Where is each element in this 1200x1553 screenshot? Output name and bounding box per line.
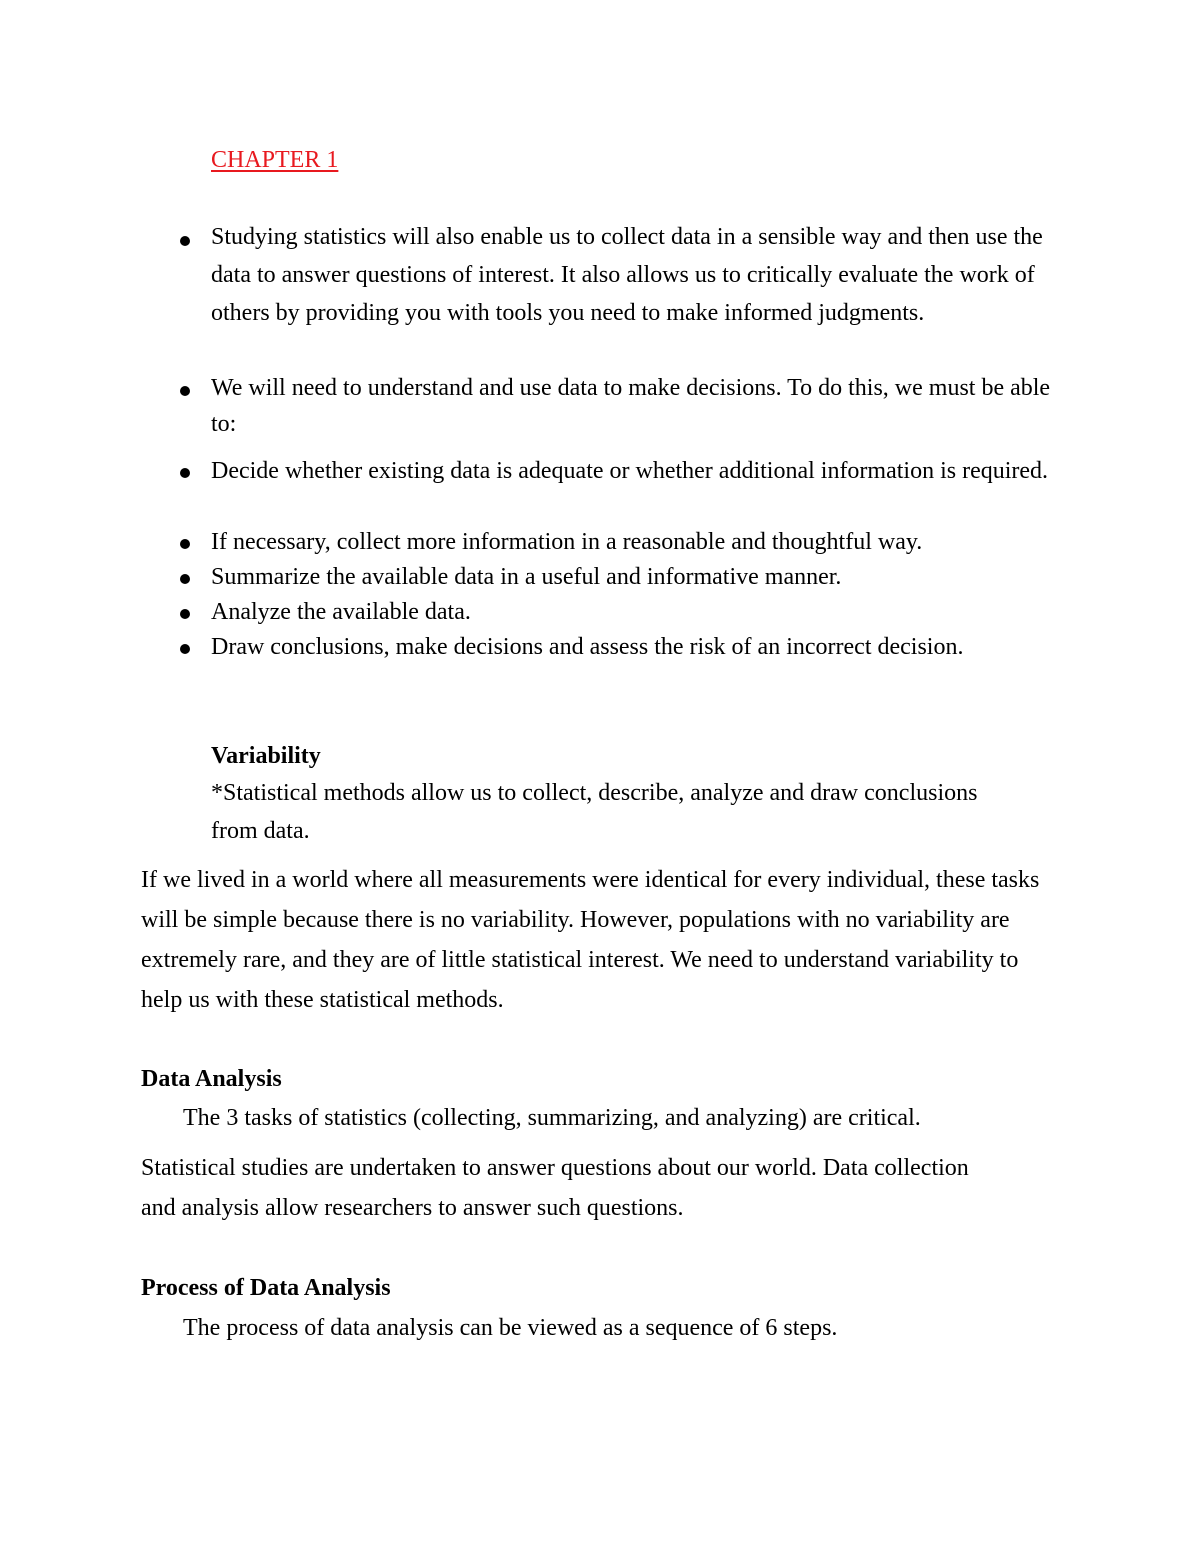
bullet-text: If necessary, collect more information in a reasonable and thoughtful way. — [211, 529, 923, 555]
bullet-icon — [180, 236, 190, 246]
data-analysis-intro: The 3 tasks of statistics (collecting, summarizing, and analyzing) are critical. — [183, 1105, 921, 1131]
bullet-icon — [180, 574, 190, 584]
bullet-icon — [180, 386, 190, 396]
chapter-title: CHAPTER 1 — [211, 147, 339, 173]
variability-paragraph: If we lived in a world where all measurements were identical for every individual, these tasks will be simple because there is no variability. However, populations with no variability are extremely rare, and they are of little statistical interest. We need to understand variability to help us with these statistical methods. — [141, 867, 1040, 1013]
bullet-icon — [180, 468, 190, 478]
bullet-icon — [180, 609, 190, 619]
bullet-text: Decide whether existing data is adequate or whether additional information is required. — [211, 458, 1049, 484]
bullet-text: We will need to understand and use data to make decisions. To do this, we must be able to: — [211, 375, 1051, 437]
bullet-text: Studying statistics will also enable us to collect data in a sensible way and then use the data to answer questions of interest. It also allows us to critically evaluate the work of others by providing you with tools you need to make informed judgments. — [211, 224, 1043, 326]
bullet-text: Draw conclusions, make decisions and assess the risk of an incorrect decision. — [211, 634, 964, 660]
bullet-icon — [180, 539, 190, 549]
process-heading: Process of Data Analysis — [141, 1275, 391, 1301]
bullet-text: Summarize the available data in a useful and informative manner. — [211, 564, 842, 590]
variability-note: *Statistical methods allow us to collect, describe, analyze and draw conclusions from data. — [211, 780, 978, 844]
variability-heading: Variability — [211, 743, 321, 769]
process-intro: The process of data analysis can be viewed as a sequence of 6 steps. — [183, 1315, 838, 1341]
bullet-icon — [180, 644, 190, 654]
bullet-text: Analyze the available data. — [211, 599, 471, 625]
data-analysis-heading: Data Analysis — [141, 1066, 282, 1092]
data-analysis-paragraph: Statistical studies are undertaken to answer questions about our world. Data collection and analysis allow researchers to answer such questions. — [141, 1155, 969, 1221]
